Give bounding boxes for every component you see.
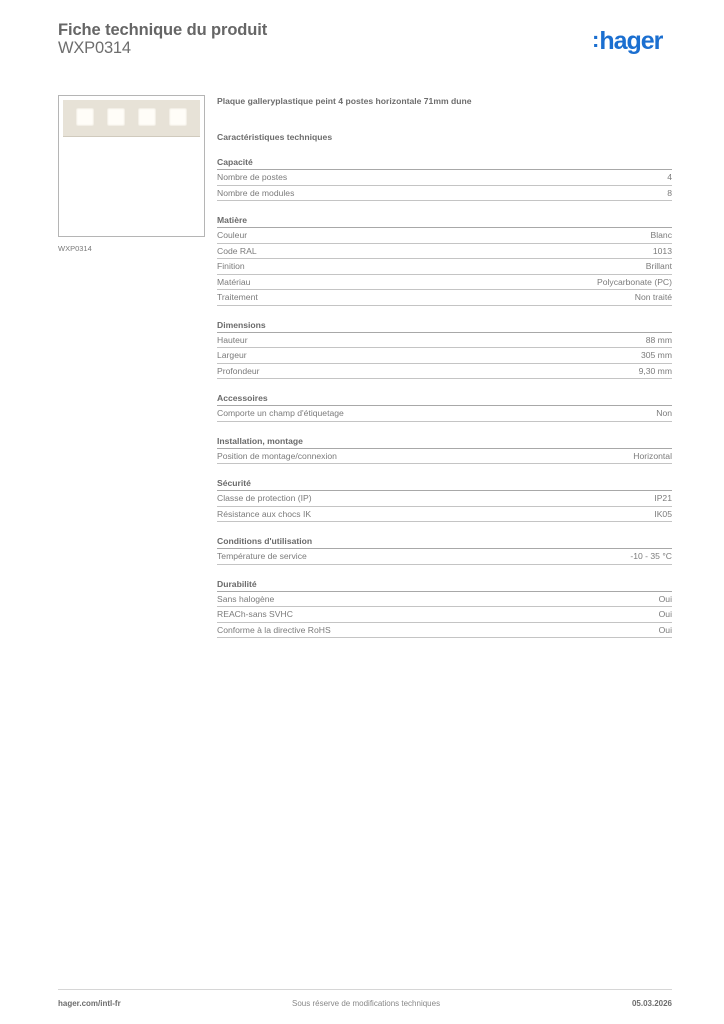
spec-label: Résistance aux chocs IK [217,508,312,519]
spec-label: REACh-sans SVHC [217,609,293,619]
spec-row [217,348,672,364]
spec-row [217,170,672,186]
spec-row [217,333,672,349]
spec-row [217,549,672,565]
spec-row [217,623,672,639]
product-name: Plaque galleryplastique peint 4 postes horizontale 71mm dune [217,96,472,106]
spec-value: 88 mm [645,334,672,345]
spec-row [217,449,672,465]
spec-row [217,228,672,244]
image-caption: WXP0314 [58,244,92,253]
spec-row [217,491,672,507]
spec-value: 9,30 mm [638,365,672,376]
section-title: Matière [217,213,672,228]
spec-section [217,434,672,465]
spec-section [217,476,672,522]
section-title: Capacité [217,155,672,170]
logo-colon: : [592,27,599,52]
footer-date: 05.03.2026 [631,999,672,1008]
spec-label: Température de service [217,551,307,561]
spec-label: Classe de protection (IP) [217,493,312,503]
spec-value: Blanc [650,230,672,240]
product-image [58,95,205,237]
spec-row [217,290,672,306]
faceplate-graphic [63,100,200,137]
spec-row [217,259,672,275]
document-title: Fiche technique du produit [58,21,268,39]
spec-label: Conforme à la directive RoHS [217,624,331,635]
spec-section [217,318,672,380]
spec-value: 1013 [652,245,672,256]
footer-website[interactable]: hager.com/intl-fr [58,999,121,1008]
spec-label: Sans halogène [217,593,275,604]
spec-value: 305 mm [640,350,672,360]
spec-row [217,186,672,202]
section-title: Conditions d'utilisation [217,534,672,549]
spec-label: Profondeur [217,365,260,376]
logo-text: hager [599,27,663,55]
spec-row [217,607,672,623]
spec-label: Hauteur [217,334,248,345]
spec-label: Nombre de postes [217,172,288,182]
faceplate-window [138,108,156,126]
spec-value: Horizontal [633,450,672,461]
spec-label: Code RAL [217,245,257,256]
spec-value: 8 [667,187,672,198]
spec-row [217,275,672,291]
spec-label: Comporte un champ d'étiquetage [217,408,344,418]
spec-row [217,406,672,422]
spec-value: Non traité [634,292,672,302]
spec-value: IK05 [654,508,672,519]
section-title: Durabilité [217,577,672,592]
section-title: Dimensions [217,318,672,333]
spec-sections [217,155,672,638]
spec-label: Couleur [217,230,248,240]
spec-label: Finition [217,261,245,271]
spec-heading: Caractéristiques techniques [217,132,333,142]
spec-row [217,507,672,523]
spec-label: Position de montage/connexion [217,450,337,461]
spec-value: -10 - 35 °C [630,551,672,561]
spec-value: 4 [667,172,672,182]
spec-section [217,213,672,306]
faceplate-window [169,108,187,126]
spec-value: Non [656,408,672,418]
spec-value: Oui [658,624,672,635]
spec-section [217,155,672,201]
spec-section [217,391,672,422]
spec-row [217,364,672,380]
section-title: Accessoires [217,391,672,406]
footer-disclaimer: Sous réserve de modifications techniques [292,999,441,1008]
product-code: WXP0314 [58,39,131,57]
spec-row [217,592,672,608]
spec-label: Largeur [217,350,247,360]
spec-value: IP21 [654,493,672,503]
spec-section [217,534,672,565]
spec-label: Nombre de modules [217,187,295,198]
section-title: Sécurité [217,476,672,491]
spec-content [217,94,672,638]
faceplate-window [76,108,94,126]
spec-label: Traitement [217,292,258,302]
footer-divider [58,989,672,990]
hager-logo [592,27,662,56]
faceplate-window [107,108,125,126]
spec-row [217,244,672,260]
spec-value: Brillant [645,261,672,271]
spec-value: Oui [658,593,672,604]
spec-label: Matériau [217,276,251,287]
spec-section [217,577,672,639]
section-title: Installation, montage [217,434,672,449]
spec-value: Oui [658,609,672,619]
spec-value: Polycarbonate (PC) [597,276,672,287]
